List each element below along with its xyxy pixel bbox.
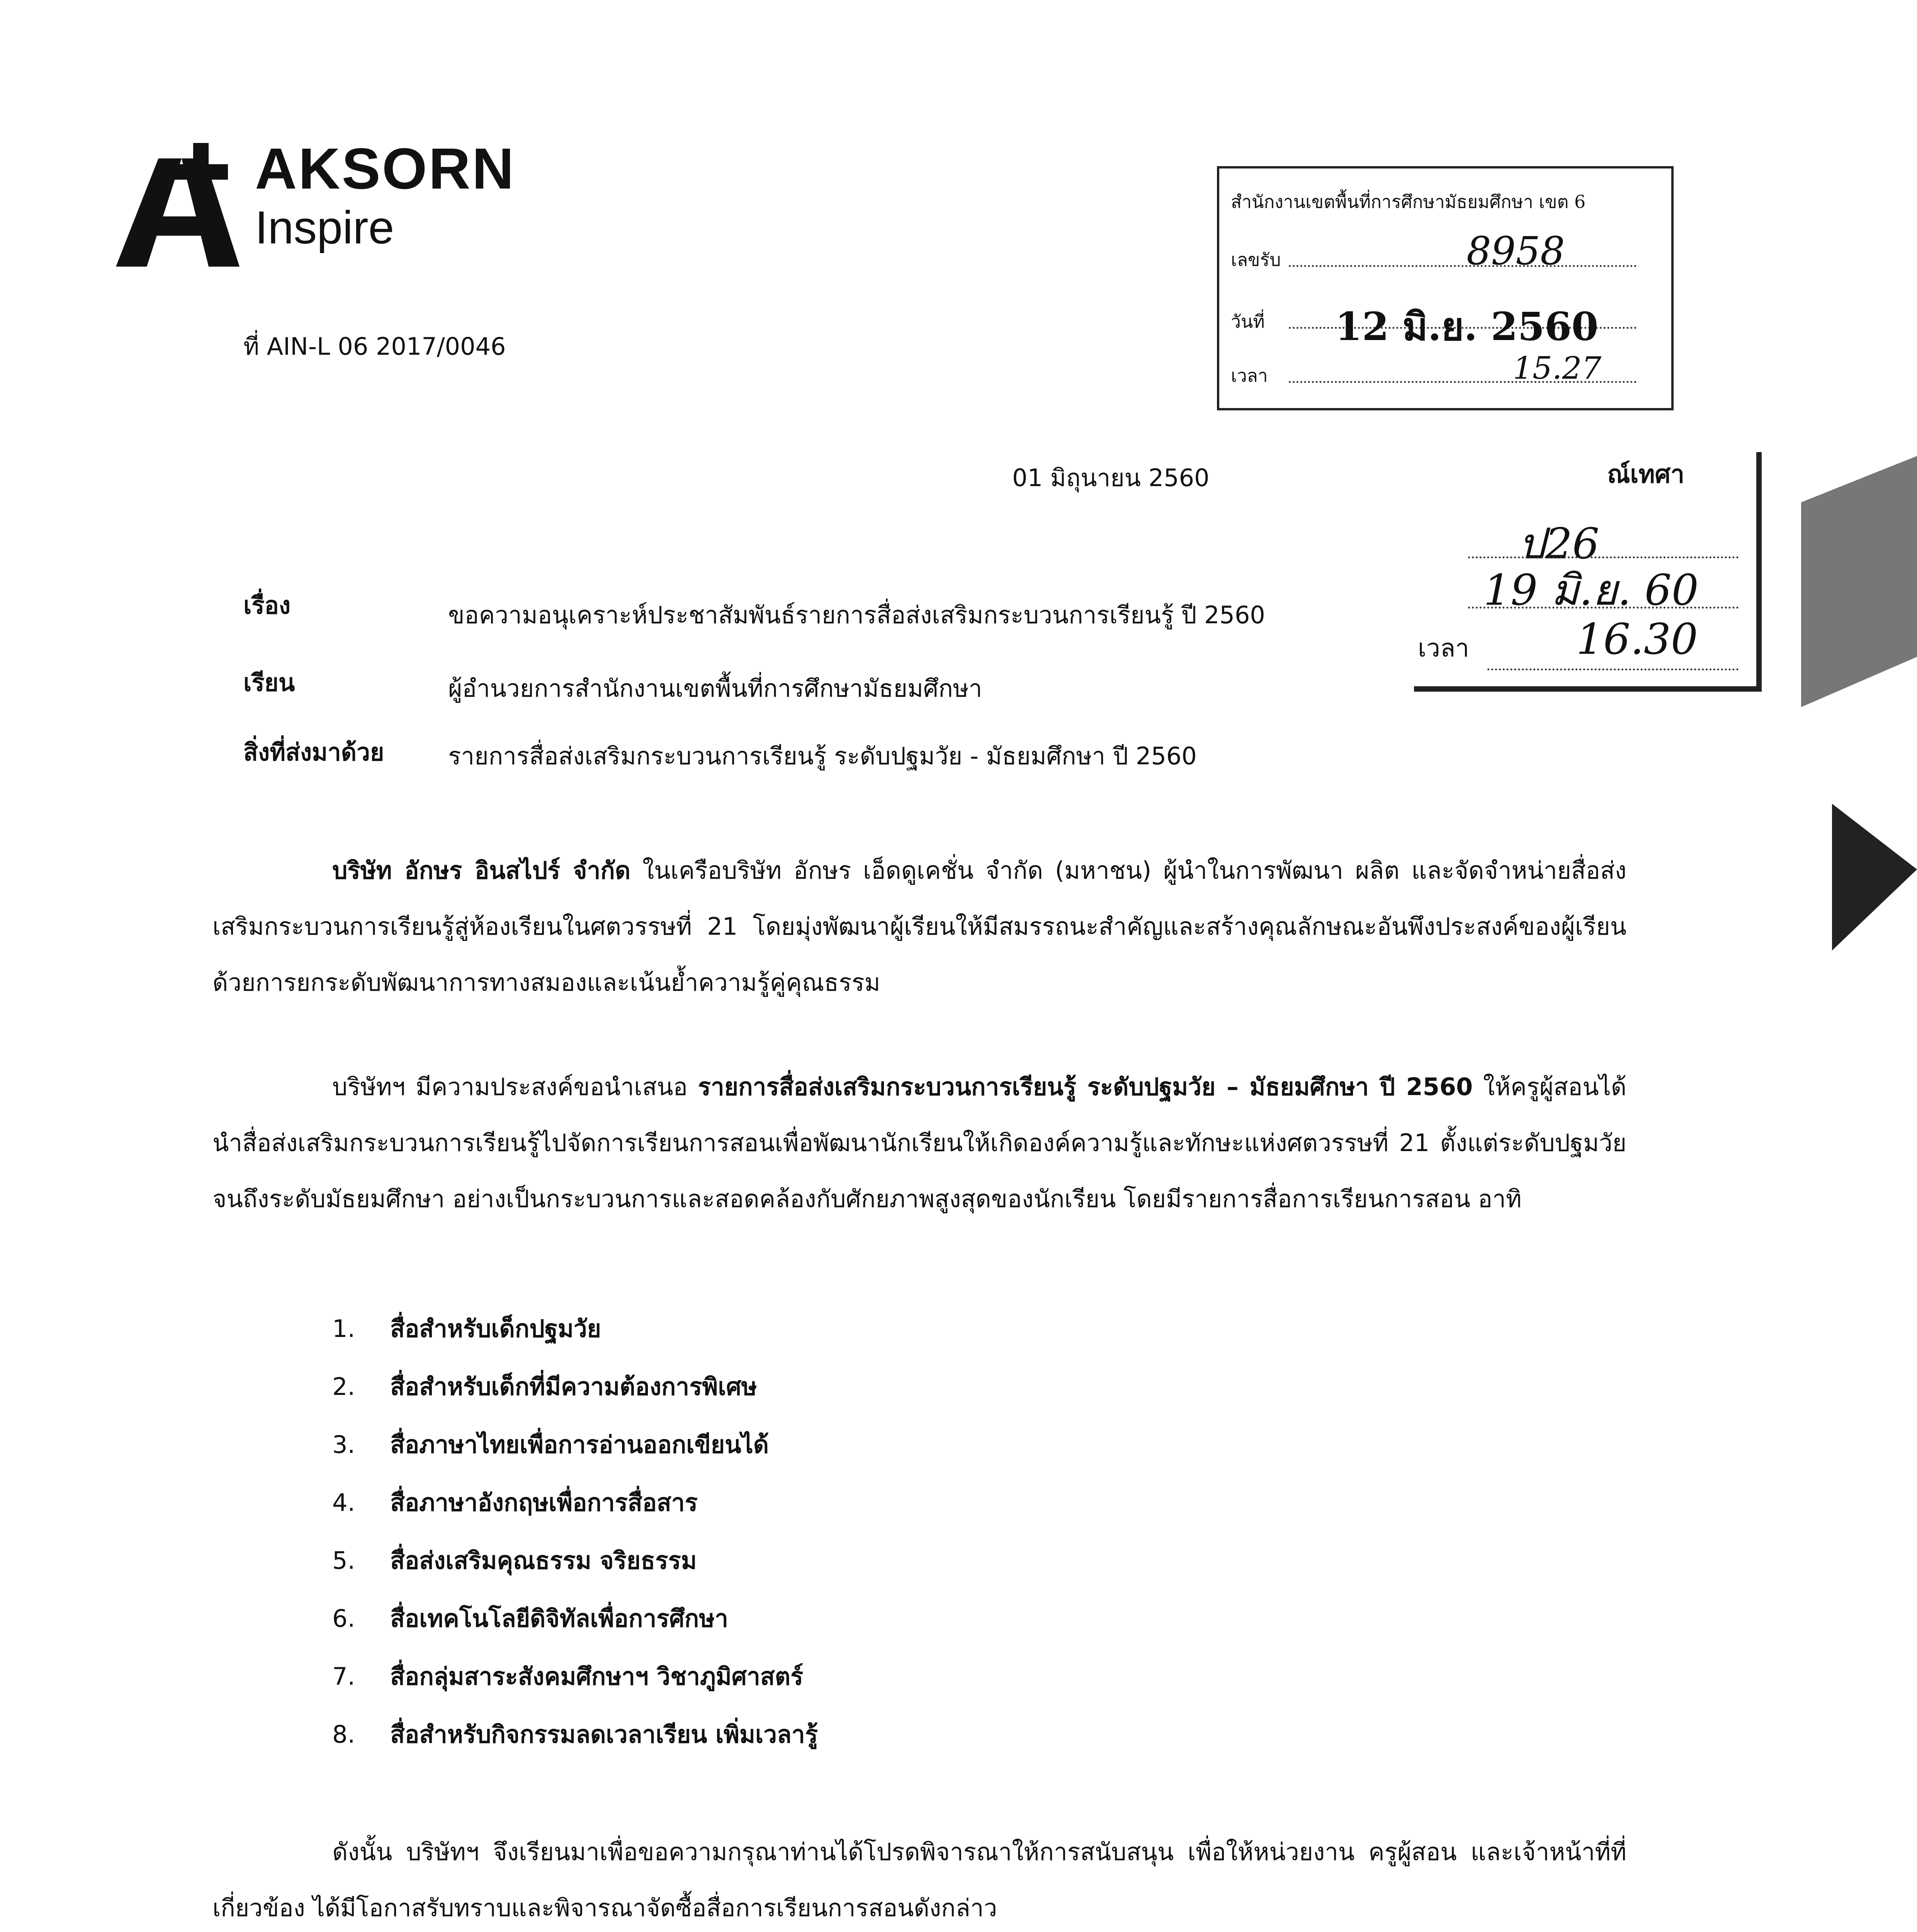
dept-stamp-line2: 19 มิ.ย. 60 <box>1484 565 1699 615</box>
dept-stamp-line1: ป26 <box>1518 519 1599 568</box>
receipt-stamp <box>1217 166 1674 410</box>
list-item: 1. สื่อสำหรับเด็กปฐมวัย <box>332 1315 601 1343</box>
stamp-office: สำนักงานเขตพื้นที่การศึกษามัธยมศึกษา เขต 6 <box>1231 191 1586 212</box>
recipient-label: เรียน <box>243 668 295 697</box>
list-item: 8. สื่อสำหรับกิจกรรมลดเวลาเรียน เพิ่มเวลารู้ <box>332 1720 818 1748</box>
paragraph-offer-text: ให้ครูผู้สอนได้นำสื่อส่งเสริมกระบวนการเรียนรู้ไปจัดการเรียนการสอนเพื่อพัฒนานักเรียนให้เกิดองค์ความรู้และทักษะแห่งศตวรรษที่ 21 ตั้งแต่ระดับปฐมวัยจนถึงระดับมัธยมศึกษา อย่างเป็นกระบวนการและสอดคล้องกับศักยภาพสูงสุดของนักเรียน โดยมีรายการสื่อการเรียนการสอน อาทิ <box>212 1073 1626 1213</box>
list-item: 4. สื่อภาษาอังกฤษเพื่อการสื่อสาร <box>332 1488 698 1517</box>
list-item: 6. สื่อเทคโนโลยีดิจิทัลเพื่อการศึกษา <box>332 1604 728 1633</box>
edge-shadow-shape <box>1801 456 1917 707</box>
edge-arrow-shape <box>1832 804 1917 951</box>
stamp-no-label: เลขรับ <box>1231 249 1281 270</box>
paragraph-request: ดังนั้น บริษัทฯ จึงเรียนมาเพื่อขอความกรุณาท่านได้โปรดพิจารณาให้การสนับสนุน เพื่อให้หน่วยงาน ครูผู้สอน และเจ้าหน้าที่ที่เกี่ยวข้อง ได้มีโอกาสรับทราบและพิจารณาจัดซื้อสื่อการเรียนการสอนดังกล่าว <box>212 1838 1626 1922</box>
paragraph-offer-lead: บริษัทฯ มีความประสงค์ขอนำเสนอ <box>332 1073 698 1101</box>
list-item: 2. สื่อสำหรับเด็กที่มีความต้องการพิเศษ <box>332 1372 757 1401</box>
subject-label: เรื่อง <box>243 591 291 619</box>
dept-stamp-time-value: 16.30 <box>1576 614 1698 664</box>
logo-subtitle: Inspire <box>255 202 394 253</box>
recipient-value: ผู้อำนวยการสำนักงานเขตพื้นที่การศึกษามัธยมศึกษา <box>448 674 982 702</box>
paragraph-intro-text: ในเครือบริษัท อักษร เอ็ดดูเคชั่น จำกัด (มหาชน) ผู้นำในการพัฒนา ผลิต และจัดจำหน่ายสื่อส่งเสริมกระบวนการเรียนรู้สู่ห้องเรียนในศตวรรษที่ 21 โดยมุ่งพัฒนาผู้เรียนให้มีสมรรถนะสำคัญและสร้างคุณลักษณะอันพึงประสงค์ของผู้เรียน ด้วยการยกระดับพัฒนาการทางสมองและเน้นย้ำความรู้คู่คุณธรรม <box>212 856 1626 997</box>
dept-stamp-time-label: เวลา <box>1418 634 1469 663</box>
enclosure-label: สิ่งที่ส่งมาด้วย <box>243 738 384 766</box>
company-logo <box>116 128 541 267</box>
stamp-no-value: 8958 <box>1467 228 1565 274</box>
paragraph-intro <box>212 842 1626 1010</box>
letter-date: 01 มิถุนายน 2560 <box>1012 464 1210 492</box>
paragraph-offer-bold: รายการสื่อส่งเสริมกระบวนการเรียนรู้ ระดับปฐมวัย – มัธยมศึกษา ปี 2560 <box>698 1073 1473 1101</box>
stamp-date-label: วันที่ <box>1231 311 1265 332</box>
subject-value: ขอความอนุเคราะห์ประชาสัมพันธ์รายการสื่อส่งเสริมกระบวนการเรียนรู้ ปี 2560 <box>448 601 1265 629</box>
stamp-time-value: 15.27 <box>1513 350 1602 386</box>
list-item: 5. สื่อส่งเสริมคุณธรรม จริยธรรม <box>332 1546 697 1575</box>
paragraph-intro-lead: บริษัท อักษร อินสไปร์ จำกัด <box>332 856 631 884</box>
dept-stamp <box>1391 452 1762 692</box>
list-item: 7. สื่อกลุ่มสาระสังคมศึกษาฯ วิชาภูมิศาสตร์ <box>332 1662 804 1690</box>
stamp-time-label: เวลา <box>1231 365 1268 386</box>
logo-wordmark: AKSORN <box>255 136 516 201</box>
paragraph-offer <box>212 1059 1626 1227</box>
enclosure-value: รายการสื่อส่งเสริมกระบวนการเรียนรู้ ระดับปฐมวัย - มัธยมศึกษา ปี 2560 <box>448 742 1197 770</box>
reference-number: ที่ AIN-L 06 2017/0046 <box>243 332 506 361</box>
logo-mark-icon <box>116 143 243 267</box>
stamp-date-value: 12 มิ.ย. 2560 <box>1335 304 1599 349</box>
dept-stamp-header: ณ์เทศา <box>1607 460 1684 489</box>
list-item: 3. สื่อภาษาไทยเพื่อการอ่านออกเขียนได้ <box>332 1430 769 1459</box>
